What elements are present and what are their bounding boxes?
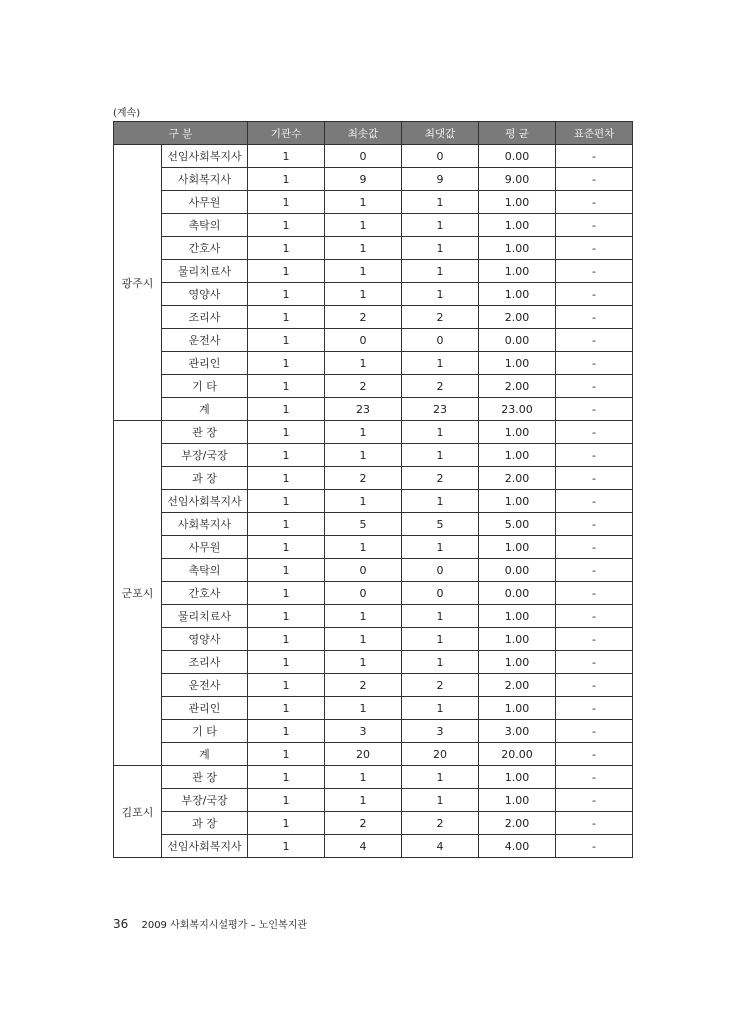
institution-count-cell: 1 [248, 651, 325, 674]
max-cell: 1 [402, 191, 479, 214]
staff-statistics-table-container [113, 121, 633, 858]
stddev-cell: - [556, 145, 633, 168]
mean-cell: 1.00 [479, 260, 556, 283]
job-title-cell: 조리사 [162, 651, 248, 674]
header-mean: 평 균 [479, 122, 556, 145]
mean-cell: 1.00 [479, 421, 556, 444]
stddev-cell: - [556, 329, 633, 352]
table-row [114, 490, 633, 513]
max-cell: 23 [402, 398, 479, 421]
mean-cell: 0.00 [479, 559, 556, 582]
table-row [114, 789, 633, 812]
table-row [114, 306, 633, 329]
mean-cell: 1.00 [479, 789, 556, 812]
job-title-cell: 관 장 [162, 766, 248, 789]
table-row [114, 237, 633, 260]
institution-count-cell: 1 [248, 168, 325, 191]
stddev-cell: - [556, 352, 633, 375]
job-title-cell: 계 [162, 398, 248, 421]
institution-count-cell: 1 [248, 375, 325, 398]
mean-cell: 5.00 [479, 513, 556, 536]
max-cell: 1 [402, 628, 479, 651]
stddev-cell: - [556, 674, 633, 697]
max-cell: 2 [402, 467, 479, 490]
max-cell: 1 [402, 444, 479, 467]
institution-count-cell: 1 [248, 789, 325, 812]
staff-statistics-table [113, 121, 633, 858]
min-cell: 1 [325, 651, 402, 674]
institution-count-cell: 1 [248, 191, 325, 214]
job-title-cell: 물리치료사 [162, 605, 248, 628]
table-body [114, 145, 633, 858]
job-title-cell: 과 장 [162, 812, 248, 835]
page-footer [113, 916, 307, 931]
institution-count-cell: 1 [248, 582, 325, 605]
job-title-cell: 간호사 [162, 237, 248, 260]
institution-count-cell: 1 [248, 398, 325, 421]
job-title-cell: 촉탁의 [162, 214, 248, 237]
mean-cell: 1.00 [479, 283, 556, 306]
continuation-note: (계속) [113, 108, 141, 119]
min-cell: 2 [325, 674, 402, 697]
job-title-cell: 영양사 [162, 283, 248, 306]
stddev-cell: - [556, 651, 633, 674]
min-cell: 0 [325, 329, 402, 352]
institution-count-cell: 1 [248, 674, 325, 697]
institution-count-cell: 1 [248, 766, 325, 789]
job-title-cell: 관리인 [162, 352, 248, 375]
table-row [114, 651, 633, 674]
institution-count-cell: 1 [248, 214, 325, 237]
mean-cell: 1.00 [479, 191, 556, 214]
mean-cell: 2.00 [479, 467, 556, 490]
stddev-cell: - [556, 720, 633, 743]
min-cell: 1 [325, 283, 402, 306]
institution-count-cell: 1 [248, 306, 325, 329]
table-row [114, 214, 633, 237]
min-cell: 1 [325, 237, 402, 260]
institution-count-cell: 1 [248, 260, 325, 283]
table-row [114, 191, 633, 214]
job-title-cell: 부장/국장 [162, 789, 248, 812]
max-cell: 2 [402, 674, 479, 697]
max-cell: 1 [402, 283, 479, 306]
institution-count-cell: 1 [248, 444, 325, 467]
mean-cell: 9.00 [479, 168, 556, 191]
institution-count-cell: 1 [248, 513, 325, 536]
header-institution-count: 기관수 [248, 122, 325, 145]
stddev-cell: - [556, 835, 633, 858]
min-cell: 1 [325, 628, 402, 651]
institution-count-cell: 1 [248, 490, 325, 513]
mean-cell: 2.00 [479, 375, 556, 398]
institution-count-cell: 1 [248, 559, 325, 582]
job-title-cell: 사회복지사 [162, 168, 248, 191]
max-cell: 4 [402, 835, 479, 858]
mean-cell: 1.00 [479, 352, 556, 375]
max-cell: 1 [402, 260, 479, 283]
job-title-cell: 간호사 [162, 582, 248, 605]
max-cell: 1 [402, 766, 479, 789]
table-row [114, 375, 633, 398]
stddev-cell: - [556, 283, 633, 306]
table-row [114, 145, 633, 168]
max-cell: 1 [402, 789, 479, 812]
job-title-cell: 사회복지사 [162, 513, 248, 536]
job-title-cell: 영양사 [162, 628, 248, 651]
stddev-cell: - [556, 743, 633, 766]
stddev-cell: - [556, 582, 633, 605]
table-row [114, 421, 633, 444]
min-cell: 1 [325, 789, 402, 812]
table-row [114, 398, 633, 421]
mean-cell: 1.00 [479, 628, 556, 651]
table-row [114, 674, 633, 697]
min-cell: 2 [325, 467, 402, 490]
min-cell: 1 [325, 697, 402, 720]
mean-cell: 1.00 [479, 214, 556, 237]
institution-count-cell: 1 [248, 743, 325, 766]
job-title-cell: 물리치료사 [162, 260, 248, 283]
min-cell: 1 [325, 766, 402, 789]
header-min: 최솟값 [325, 122, 402, 145]
header-stddev: 표준편차 [556, 122, 633, 145]
stddev-cell: - [556, 789, 633, 812]
job-title-cell: 선임사회복지사 [162, 490, 248, 513]
job-title-cell: 운전사 [162, 674, 248, 697]
stddev-cell: - [556, 398, 633, 421]
job-title-cell: 기 타 [162, 375, 248, 398]
mean-cell: 1.00 [479, 237, 556, 260]
stddev-cell: - [556, 513, 633, 536]
stddev-cell: - [556, 605, 633, 628]
mean-cell: 1.00 [479, 490, 556, 513]
mean-cell: 23.00 [479, 398, 556, 421]
institution-count-cell: 1 [248, 237, 325, 260]
mean-cell: 1.00 [479, 766, 556, 789]
stddev-cell: - [556, 536, 633, 559]
table-row [114, 260, 633, 283]
min-cell: 2 [325, 306, 402, 329]
institution-count-cell: 1 [248, 352, 325, 375]
min-cell: 1 [325, 260, 402, 283]
institution-count-cell: 1 [248, 536, 325, 559]
job-title-cell: 관리인 [162, 697, 248, 720]
stddev-cell: - [556, 467, 633, 490]
max-cell: 0 [402, 559, 479, 582]
stddev-cell: - [556, 766, 633, 789]
job-title-cell: 조리사 [162, 306, 248, 329]
stddev-cell: - [556, 237, 633, 260]
max-cell: 1 [402, 536, 479, 559]
min-cell: 9 [325, 168, 402, 191]
job-title-cell: 과 장 [162, 467, 248, 490]
institution-count-cell: 1 [248, 720, 325, 743]
stddev-cell: - [556, 306, 633, 329]
table-row [114, 812, 633, 835]
region-cell: 김포시 [114, 766, 162, 858]
min-cell: 0 [325, 145, 402, 168]
max-cell: 1 [402, 352, 479, 375]
job-title-cell: 운전사 [162, 329, 248, 352]
min-cell: 1 [325, 191, 402, 214]
table-row [114, 582, 633, 605]
min-cell: 2 [325, 375, 402, 398]
institution-count-cell: 1 [248, 467, 325, 490]
max-cell: 1 [402, 237, 479, 260]
table-row [114, 628, 633, 651]
institution-count-cell: 1 [248, 329, 325, 352]
min-cell: 1 [325, 421, 402, 444]
table-row [114, 536, 633, 559]
table-row [114, 467, 633, 490]
mean-cell: 0.00 [479, 145, 556, 168]
max-cell: 2 [402, 306, 479, 329]
table-row [114, 766, 633, 789]
stddev-cell: - [556, 812, 633, 835]
min-cell: 1 [325, 214, 402, 237]
max-cell: 0 [402, 582, 479, 605]
min-cell: 1 [325, 444, 402, 467]
institution-count-cell: 1 [248, 628, 325, 651]
table-row [114, 283, 633, 306]
table-row [114, 513, 633, 536]
mean-cell: 2.00 [479, 306, 556, 329]
header-max: 최댓값 [402, 122, 479, 145]
mean-cell: 1.00 [479, 697, 556, 720]
job-title-cell: 계 [162, 743, 248, 766]
min-cell: 20 [325, 743, 402, 766]
min-cell: 0 [325, 582, 402, 605]
mean-cell: 1.00 [479, 444, 556, 467]
stddev-cell: - [556, 421, 633, 444]
stddev-cell: - [556, 559, 633, 582]
institution-count-cell: 1 [248, 421, 325, 444]
table-row [114, 329, 633, 352]
min-cell: 2 [325, 812, 402, 835]
max-cell: 1 [402, 490, 479, 513]
mean-cell: 20.00 [479, 743, 556, 766]
mean-cell: 1.00 [479, 536, 556, 559]
max-cell: 5 [402, 513, 479, 536]
max-cell: 2 [402, 375, 479, 398]
max-cell: 0 [402, 329, 479, 352]
table-row [114, 720, 633, 743]
job-title-cell: 선임사회복지사 [162, 835, 248, 858]
table-row [114, 743, 633, 766]
institution-count-cell: 1 [248, 605, 325, 628]
max-cell: 1 [402, 651, 479, 674]
mean-cell: 0.00 [479, 329, 556, 352]
max-cell: 1 [402, 421, 479, 444]
region-cell: 군포시 [114, 421, 162, 766]
max-cell: 2 [402, 812, 479, 835]
job-title-cell: 촉탁의 [162, 559, 248, 582]
institution-count-cell: 1 [248, 283, 325, 306]
min-cell: 23 [325, 398, 402, 421]
job-title-cell: 부장/국장 [162, 444, 248, 467]
table-row [114, 559, 633, 582]
region-cell: 광주시 [114, 145, 162, 421]
mean-cell: 1.00 [479, 605, 556, 628]
min-cell: 0 [325, 559, 402, 582]
min-cell: 5 [325, 513, 402, 536]
mean-cell: 2.00 [479, 812, 556, 835]
table-row [114, 697, 633, 720]
footer-title: 2009 사회복지시설평가 – 노인복지관 [141, 920, 308, 931]
max-cell: 1 [402, 697, 479, 720]
mean-cell: 2.00 [479, 674, 556, 697]
max-cell: 20 [402, 743, 479, 766]
mean-cell: 0.00 [479, 582, 556, 605]
header-category: 구 분 [114, 122, 248, 145]
max-cell: 1 [402, 605, 479, 628]
max-cell: 1 [402, 214, 479, 237]
stddev-cell: - [556, 214, 633, 237]
table-row [114, 444, 633, 467]
institution-count-cell: 1 [248, 697, 325, 720]
stddev-cell: - [556, 191, 633, 214]
stddev-cell: - [556, 375, 633, 398]
table-row [114, 352, 633, 375]
mean-cell: 1.00 [479, 651, 556, 674]
max-cell: 0 [402, 145, 479, 168]
job-title-cell: 사무원 [162, 536, 248, 559]
job-title-cell: 기 타 [162, 720, 248, 743]
min-cell: 1 [325, 605, 402, 628]
table-header-row [114, 122, 633, 145]
institution-count-cell: 1 [248, 835, 325, 858]
min-cell: 1 [325, 490, 402, 513]
max-cell: 9 [402, 168, 479, 191]
stddev-cell: - [556, 697, 633, 720]
job-title-cell: 선임사회복지사 [162, 145, 248, 168]
stddev-cell: - [556, 628, 633, 651]
min-cell: 3 [325, 720, 402, 743]
mean-cell: 4.00 [479, 835, 556, 858]
institution-count-cell: 1 [248, 145, 325, 168]
min-cell: 4 [325, 835, 402, 858]
stddev-cell: - [556, 260, 633, 283]
institution-count-cell: 1 [248, 812, 325, 835]
min-cell: 1 [325, 352, 402, 375]
page-number: 36 [113, 917, 129, 931]
mean-cell: 3.00 [479, 720, 556, 743]
stddev-cell: - [556, 168, 633, 191]
max-cell: 3 [402, 720, 479, 743]
stddev-cell: - [556, 444, 633, 467]
table-row [114, 605, 633, 628]
job-title-cell: 관 장 [162, 421, 248, 444]
table-row [114, 168, 633, 191]
table-row [114, 835, 633, 858]
stddev-cell: - [556, 490, 633, 513]
job-title-cell: 사무원 [162, 191, 248, 214]
min-cell: 1 [325, 536, 402, 559]
